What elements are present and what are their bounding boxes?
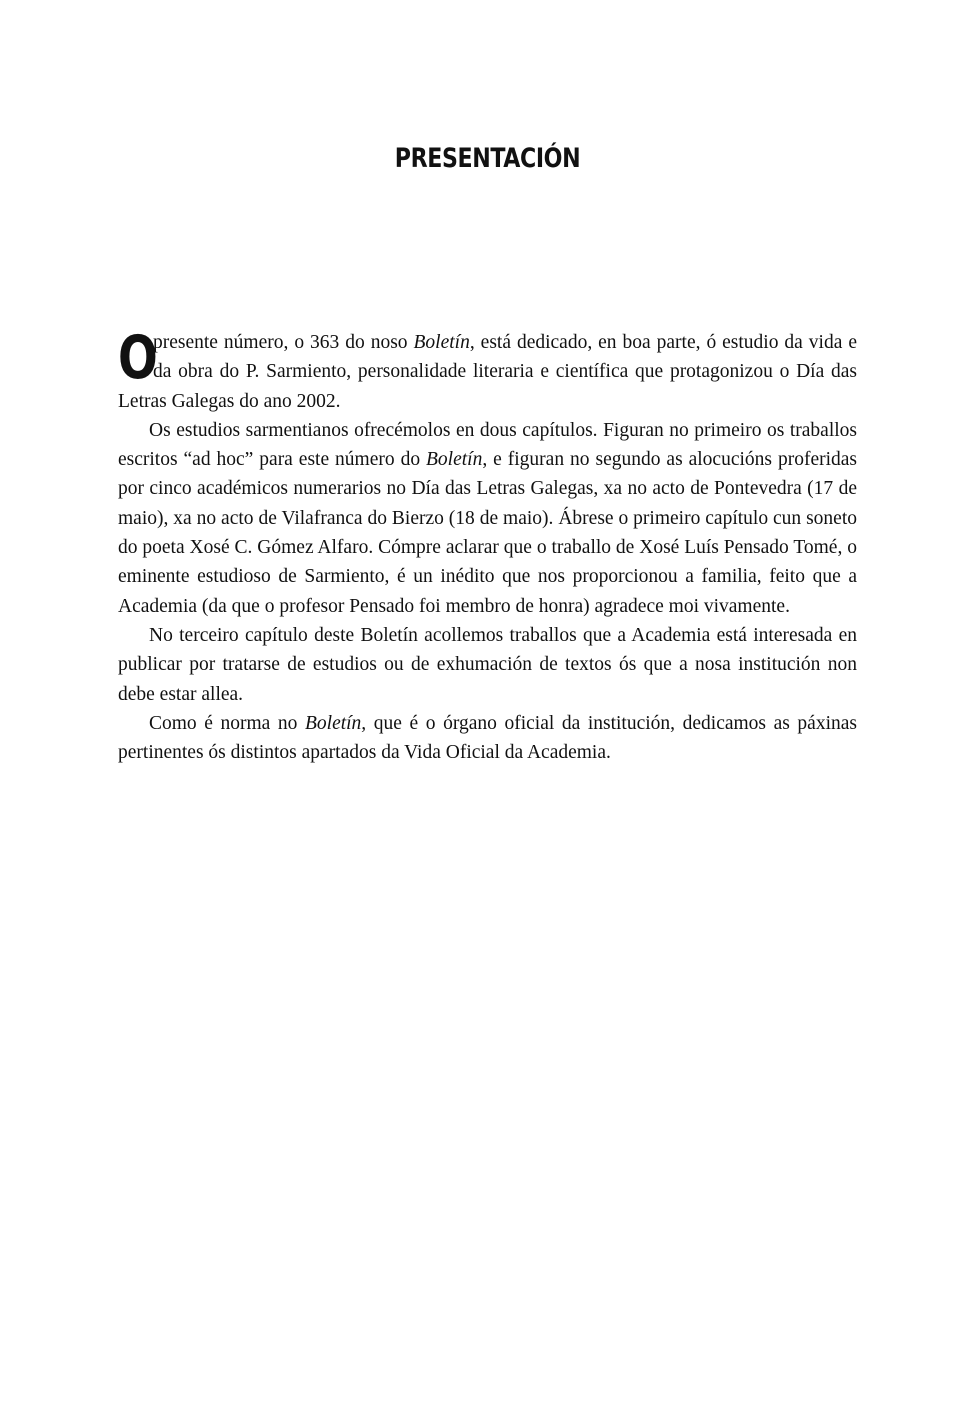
paragraph-text: , está dedicado, en boa parte, ó estudio da vida e da obra do P. Sarmiento, personalidade literaria e científica que protagonizou o Día das Letras Galegas do ano 2002. (118, 332, 857, 412)
paragraph-text: que é o órgano oficial da institución, dedicamos as páxinas pertinentes ós distintos apartados da Vida Oficial da Academia. (118, 712, 857, 764)
page-title: PRESENTACIÓN (394, 143, 581, 174)
paragraph-text: , e figuran no segundo as alocucións proferidas por cinco académicos numerarios no Día das Letras Galegas, xa no acto de Pontevedra (17 de maio), xa no acto de Vilafranca do Bierzo (18 de maio). Ábrese o primeiro capítulo cun soneto do poeta Xosé C. Gómez Alfaro. Cómpre aclarar que o traballo de Xosé Luís Pensado Tomé, o eminente estudioso de Sarmiento, é un inédito que nos proporcionou a familia, feito que a Academia (da que o profesor Pensado foi membro de honra) agradece moi vivamente. (118, 449, 857, 617)
paragraph-4 (118, 709, 857, 768)
paragraph-text: No terceiro capítulo deste Boletín acollemos traballos que a Academia está interesada en publicar por tratarse de estudios ou de exhumación de textos ós que a nosa institución non debe estar allea. (118, 624, 857, 705)
italic-title: Boletín (426, 449, 483, 471)
paragraph-intro (118, 323, 857, 416)
italic-title: Boletín, (304, 712, 367, 734)
paragraph-2 (118, 416, 857, 621)
body-text (118, 323, 857, 767)
paragraph-text: Os estudios sarmentianos ofrecémolos en dous capítulos. Figuran no primeiro os traballos escritos “ad hoc” para este número do (118, 419, 857, 471)
paragraph-text: presente número, o 363 do noso (153, 332, 414, 353)
italic-title: Boletín (413, 332, 470, 353)
paragraph-text: Como é norma no (149, 712, 305, 734)
paragraph-3 (118, 621, 857, 709)
drop-cap: O (118, 323, 158, 393)
